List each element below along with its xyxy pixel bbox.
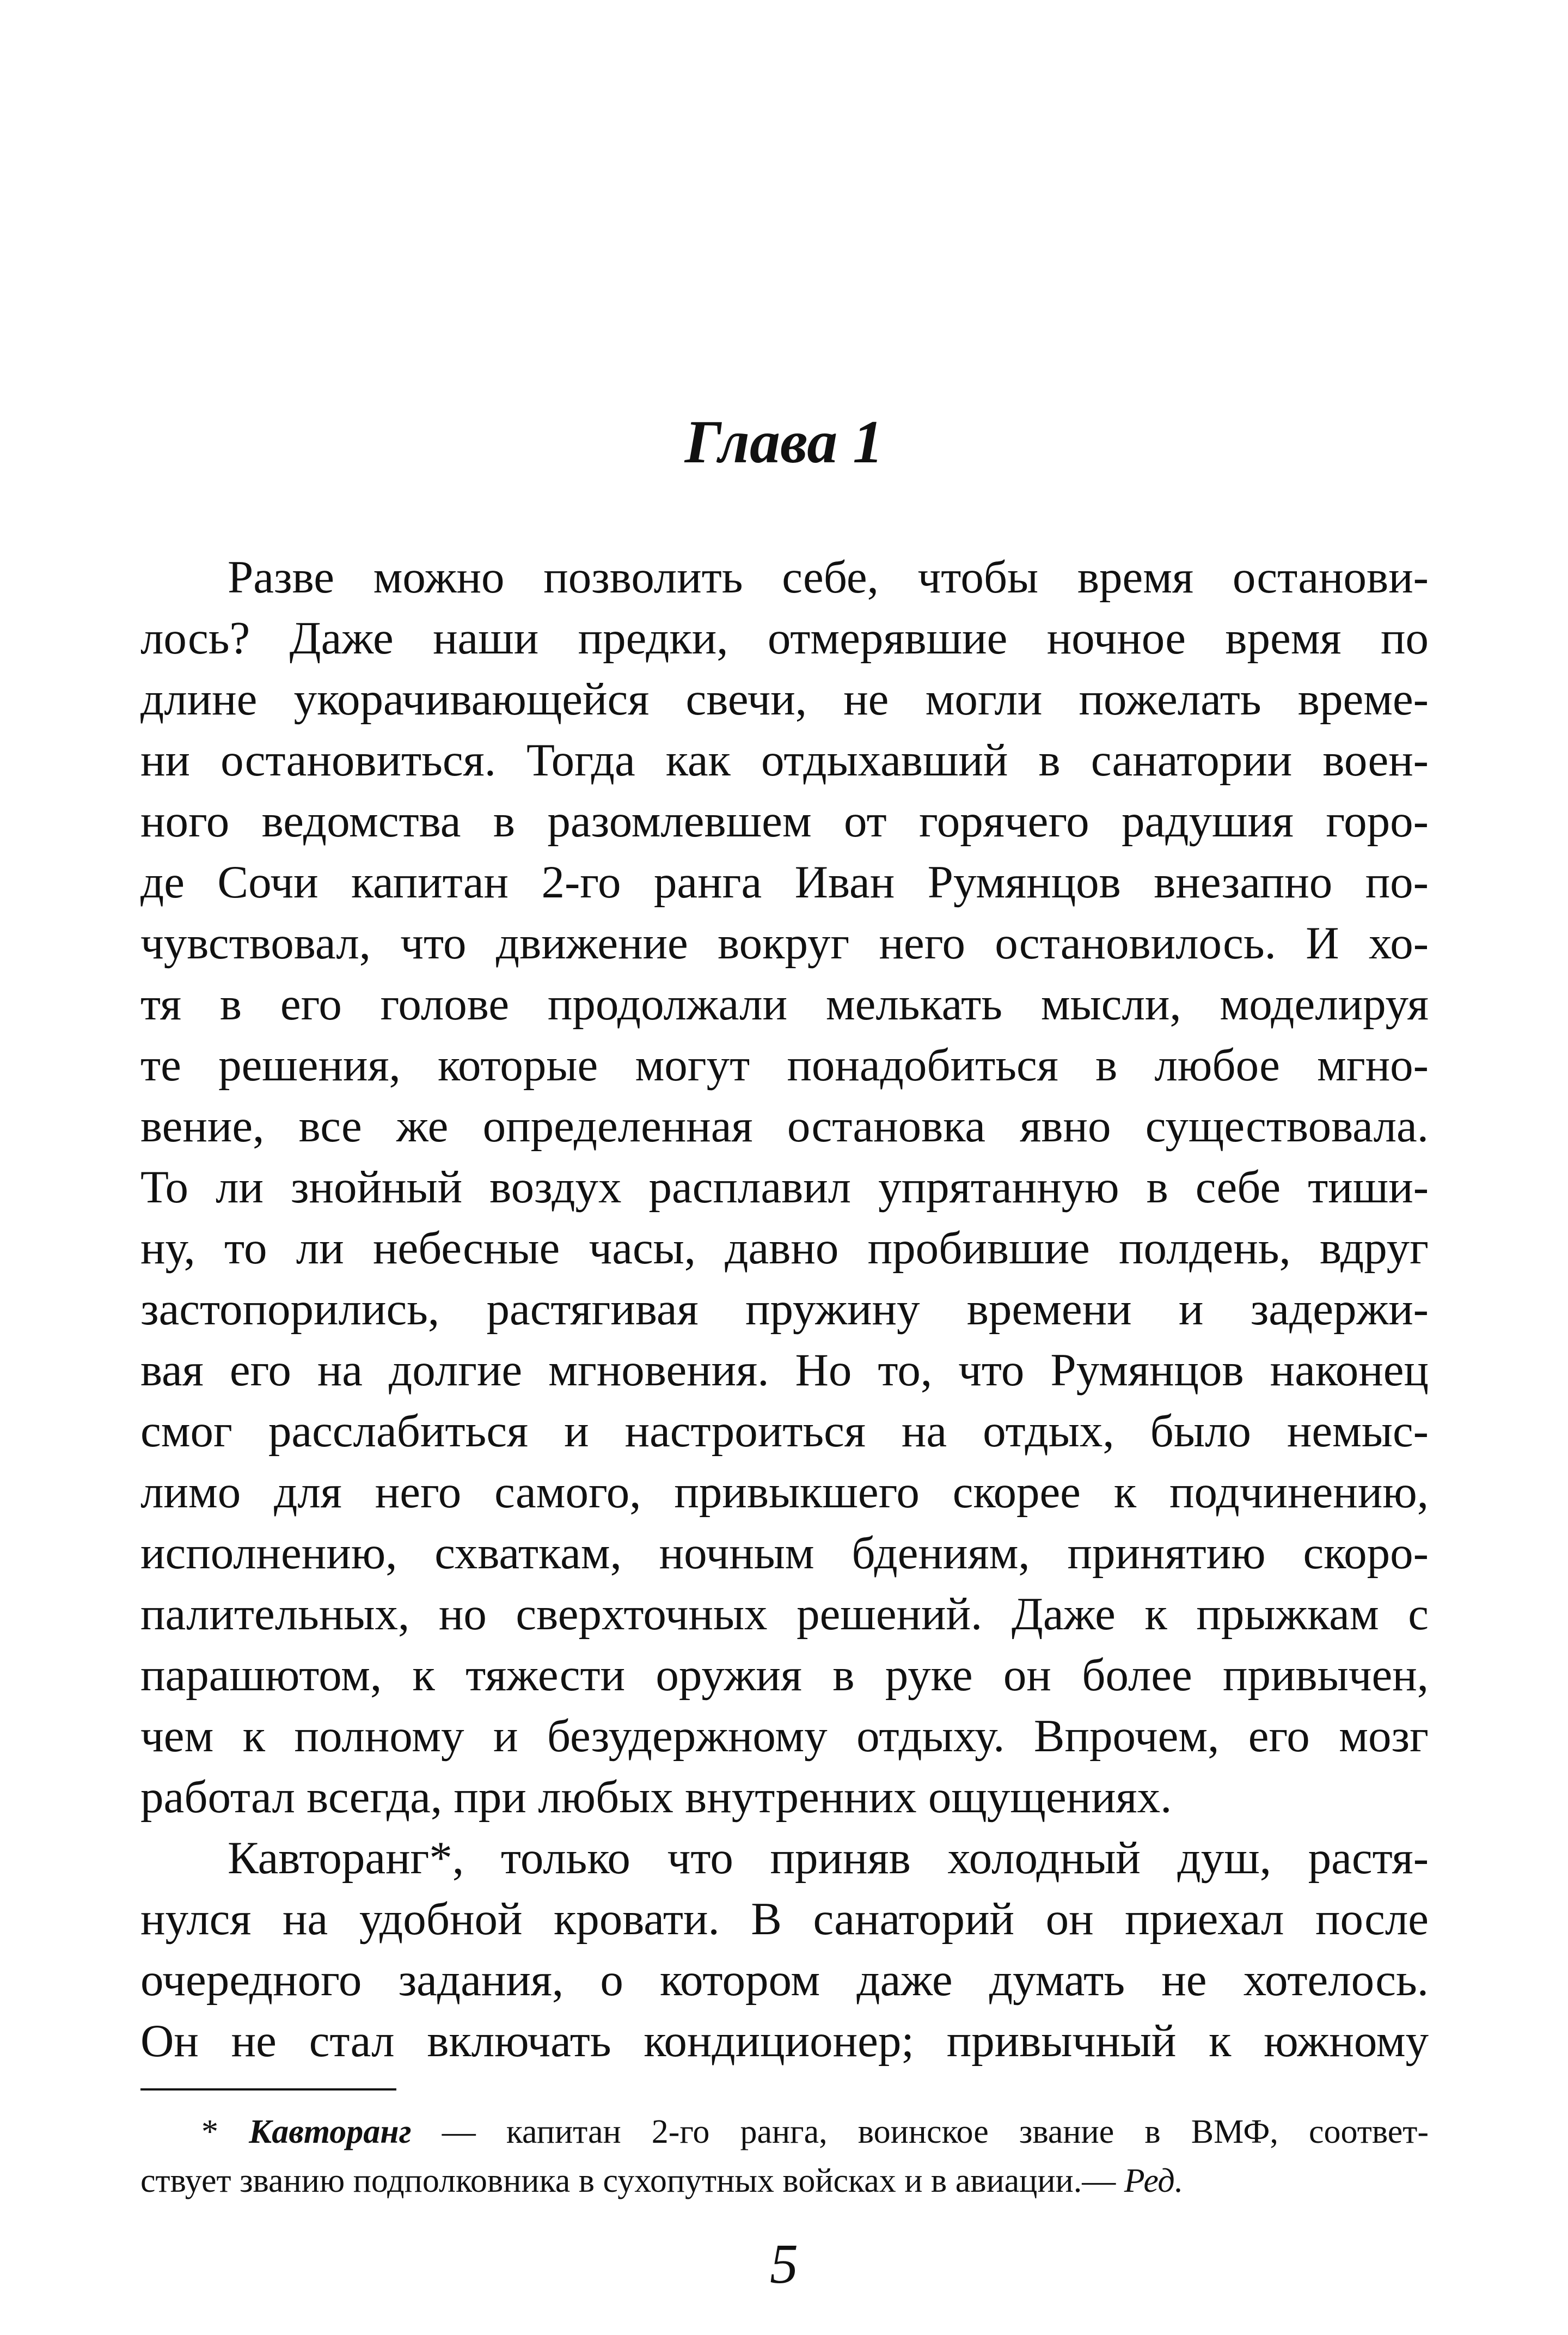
text-line: Разве можно позволить себе, чтобы время останови- [228,552,1429,603]
text-line: вая его на долгие мгновения. Но то, что Румянцов наконец [140,1344,1429,1396]
text-line: застопорились, растягивая пружину времени и задержи- [140,1283,1429,1335]
text-line: лимо для него самого, привыкшего скорее к подчинению, [140,1466,1429,1518]
text-line: То ли знойный воздух расплавил упрятанную в себе тиши- [140,1162,1429,1213]
text-line: очередного задания, о котором даже думать не хотелось. [140,1954,1429,2006]
footnote-text: ствует званию подполковника в сухопутных войсках и в авиации.— [140,2162,1116,2199]
text-line: ного ведомства в разомлевшем от горячего радушия горо- [140,796,1429,847]
text-line: ну, то ли небесные часы, давно пробившие полдень, вдруг [140,1222,1429,1274]
text-line: тя в его голове продолжали мелькать мысли, моделируя [140,979,1429,1030]
text-line: вение, все же определенная остановка явно существовала. [140,1101,1429,1152]
text-line: длине укорачивающейся свечи, не могли пожелать време- [140,674,1429,725]
text-line: лось? Даже наши предки, отмерявшие ночное время по [140,613,1429,664]
footnote-line-2 [140,2156,1429,2205]
footnote-marker: * [201,2113,218,2150]
chapter-title: Глава 1 [684,408,884,476]
text-line: Он не стал включать кондиционер; привычный к южному [140,2015,1429,2067]
footnote-term: Кавторанг [249,2113,412,2150]
footnote-line-1 [201,2107,1429,2156]
text-line: те решения, которые могут понадобиться в любое мгно- [140,1040,1429,1091]
text-line: нулся на удобной кровати. В санаторий он приехал после [140,1893,1429,1945]
page-number: 5 [770,2233,798,2295]
text-line: чем к полному и безудержному отдыху. Впрочем, его мозг [140,1710,1429,1762]
text-line: работал всегда, при любых внутренних ощущениях. [140,1771,1172,1823]
text-line: чувствовал, что движение вокруг него остановилось. И хо- [140,918,1429,969]
text-line: парашютом, к тяжести оружия в руке он более привычен, [140,1649,1429,1701]
text-line: смог расслабиться и настроиться на отдых, было немыс- [140,1405,1429,1457]
footnote-editor-mark: Ред. [1124,2162,1184,2199]
text-line: исполнению, схваткам, ночным бдениям, принятию скоро- [140,1527,1429,1579]
footnote-separator [140,2088,396,2091]
text-line: Кавторанг*, только что приняв холодный душ, растя- [228,1832,1429,1884]
text-line: ни остановиться. Тогда как отдыхавший в санатории воен- [140,735,1429,786]
text-line: палительных, но сверхточных решений. Даже к прыжкам с [140,1588,1429,1640]
text-line: де Сочи капитан 2-го ранга Иван Румянцов внезапно по- [140,857,1429,908]
footnote-text: — капитан 2-го ранга, воинское звание в ВМФ, соответ- [411,2113,1429,2150]
